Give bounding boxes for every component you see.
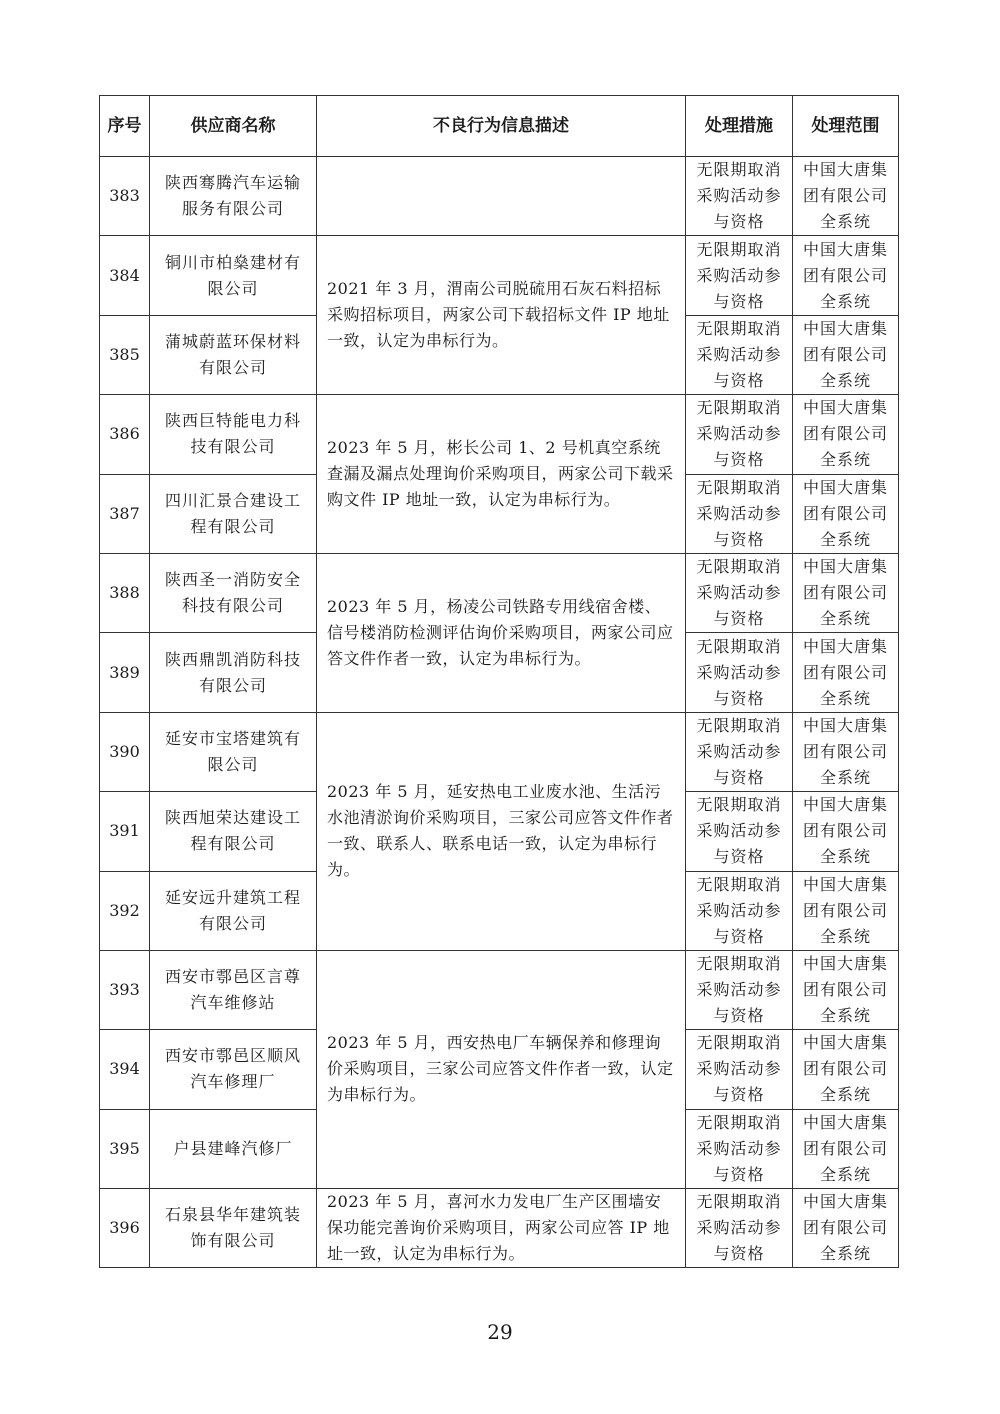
table-row — [100, 395, 899, 474]
scope-cell: 中国大唐集团有限公司全系统 — [793, 950, 899, 1029]
measure-cell: 无限期取消采购活动参与资格 — [686, 474, 793, 553]
measure-cell: 无限期取消采购活动参与资格 — [686, 236, 793, 315]
row-seq: 390 — [100, 712, 150, 791]
supplier-name: 四川汇景合建设工程有限公司 — [150, 474, 317, 553]
scope-cell: 中国大唐集团有限公司全系统 — [793, 553, 899, 632]
measure-cell: 无限期取消采购活动参与资格 — [686, 950, 793, 1029]
scope-cell: 中国大唐集团有限公司全系统 — [793, 1189, 899, 1268]
header-description: 不良行为信息描述 — [317, 96, 686, 157]
row-seq: 395 — [100, 1109, 150, 1188]
supplier-name: 陕西骞腾汽车运输服务有限公司 — [150, 157, 317, 236]
scope-cell: 中国大唐集团有限公司全系统 — [793, 633, 899, 712]
scope-cell: 中国大唐集团有限公司全系统 — [793, 1109, 899, 1188]
table-row — [100, 712, 899, 791]
scope-cell: 中国大唐集团有限公司全系统 — [793, 157, 899, 236]
supplier-name: 延安远升建筑工程有限公司 — [150, 871, 317, 950]
supplier-name: 陕西鼎凯消防科技有限公司 — [150, 633, 317, 712]
scope-cell: 中国大唐集团有限公司全系统 — [793, 474, 899, 553]
measure-cell: 无限期取消采购活动参与资格 — [686, 633, 793, 712]
scope-cell: 中国大唐集团有限公司全系统 — [793, 871, 899, 950]
measure-cell: 无限期取消采购活动参与资格 — [686, 792, 793, 871]
supplier-name: 陕西旭荣达建设工程有限公司 — [150, 792, 317, 871]
row-seq: 393 — [100, 950, 150, 1029]
header-seq: 序号 — [100, 96, 150, 157]
supplier-name: 西安市鄠邑区顺风汽车修理厂 — [150, 1030, 317, 1109]
scope-cell: 中国大唐集团有限公司全系统 — [793, 1030, 899, 1109]
misconduct-description: 2021 年 3 月，渭南公司脱硫用石灰石料招标采购招标项目，两家公司下载招标文件 IP 地址一致，认定为串标行为。 — [317, 236, 686, 395]
row-seq: 392 — [100, 871, 150, 950]
misconduct-description: 2023 年 5 月，喜河水力发电厂生产区围墙安保功能完善询价采购项目，两家公司应答 IP 地址一致，认定为串标行为。 — [317, 1189, 686, 1268]
supplier-name: 西安市鄠邑区言尊汽车维修站 — [150, 950, 317, 1029]
header-scope: 处理范围 — [793, 96, 899, 157]
supplier-name: 陕西巨特能电力科技有限公司 — [150, 395, 317, 474]
misconduct-description — [317, 157, 686, 236]
measure-cell: 无限期取消采购活动参与资格 — [686, 1109, 793, 1188]
supplier-name: 石泉县华年建筑装饰有限公司 — [150, 1189, 317, 1268]
supplier-name: 铜川市柏燊建材有限公司 — [150, 236, 317, 315]
table-row — [100, 553, 899, 632]
scope-cell: 中国大唐集团有限公司全系统 — [793, 236, 899, 315]
row-seq: 388 — [100, 553, 150, 632]
row-seq: 384 — [100, 236, 150, 315]
row-seq: 389 — [100, 633, 150, 712]
scope-cell: 中国大唐集团有限公司全系统 — [793, 315, 899, 394]
scope-cell: 中国大唐集团有限公司全系统 — [793, 792, 899, 871]
table-header-row — [100, 96, 899, 157]
table-row — [100, 1189, 899, 1268]
page-number: 29 — [487, 1320, 513, 1344]
row-seq: 383 — [100, 157, 150, 236]
supplier-name: 蒲城蔚蓝环保材料有限公司 — [150, 315, 317, 394]
row-seq: 394 — [100, 1030, 150, 1109]
supplier-misconduct-table — [99, 95, 899, 1268]
row-seq: 386 — [100, 395, 150, 474]
table-row — [100, 236, 899, 315]
measure-cell: 无限期取消采购活动参与资格 — [686, 395, 793, 474]
measure-cell: 无限期取消采购活动参与资格 — [686, 1030, 793, 1109]
header-supplier-name: 供应商名称 — [150, 96, 317, 157]
measure-cell: 无限期取消采购活动参与资格 — [686, 712, 793, 791]
measure-cell: 无限期取消采购活动参与资格 — [686, 315, 793, 394]
misconduct-description: 2023 年 5 月，杨凌公司铁路专用线宿舍楼、信号楼消防检测评估询价采购项目，两家公司应答文件作者一致，认定为串标行为。 — [317, 553, 686, 712]
supplier-name: 户县建峰汽修厂 — [150, 1109, 317, 1188]
row-seq: 396 — [100, 1189, 150, 1268]
table-row — [100, 157, 899, 236]
row-seq: 385 — [100, 315, 150, 394]
scope-cell: 中国大唐集团有限公司全系统 — [793, 395, 899, 474]
measure-cell: 无限期取消采购活动参与资格 — [686, 553, 793, 632]
misconduct-description: 2023 年 5 月，延安热电工业废水池、生活污水池清淤询价采购项目，三家公司应答文件作者一致、联系人、联系电话一致，认定为串标行为。 — [317, 712, 686, 950]
misconduct-description: 2023 年 5 月，彬长公司 1、2 号机真空系统查漏及漏点处理询价采购项目，两家公司下载采购文件 IP 地址一致，认定为串标行为。 — [317, 395, 686, 554]
table-row — [100, 950, 899, 1029]
scope-cell: 中国大唐集团有限公司全系统 — [793, 712, 899, 791]
measure-cell: 无限期取消采购活动参与资格 — [686, 157, 793, 236]
supplier-name: 延安市宝塔建筑有限公司 — [150, 712, 317, 791]
misconduct-description: 2023 年 5 月，西安热电厂车辆保养和修理询价采购项目，三家公司应答文件作者一致，认定为串标行为。 — [317, 950, 686, 1188]
row-seq: 387 — [100, 474, 150, 553]
measure-cell: 无限期取消采购活动参与资格 — [686, 1189, 793, 1268]
supplier-name: 陕西圣一消防安全科技有限公司 — [150, 553, 317, 632]
measure-cell: 无限期取消采购活动参与资格 — [686, 871, 793, 950]
header-measure: 处理措施 — [686, 96, 793, 157]
row-seq: 391 — [100, 792, 150, 871]
